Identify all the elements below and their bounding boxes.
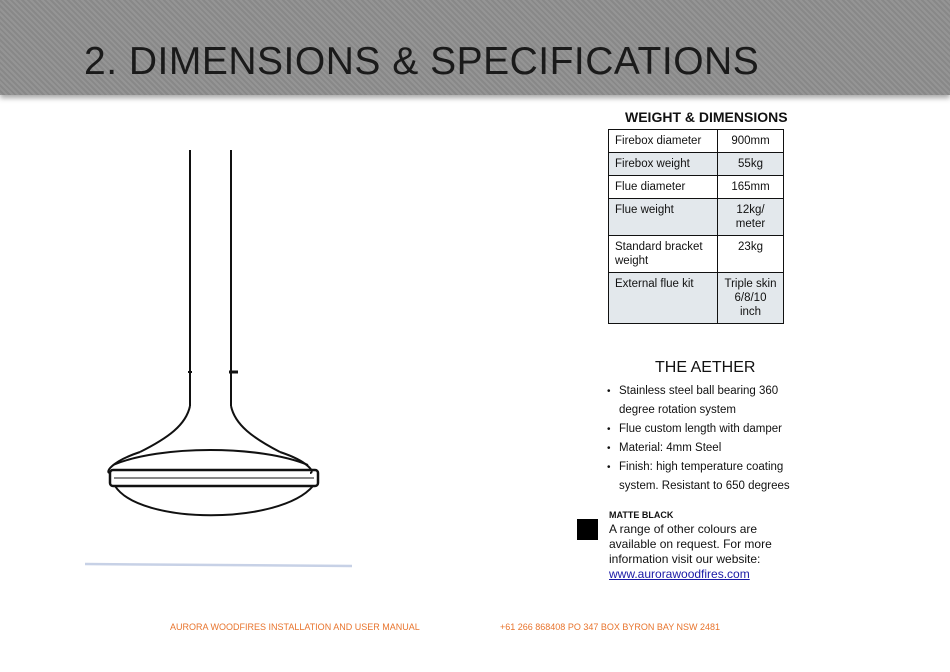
website-link[interactable]: www.aurorawoodfires.com	[609, 567, 750, 581]
spec-label: Standard bracket weight	[609, 236, 718, 273]
spec-value: 55kg	[718, 153, 784, 176]
firebox-neck-right	[231, 406, 280, 452]
color-swatch	[577, 519, 598, 540]
spec-value: 12kg/ meter	[718, 199, 784, 236]
footer-contact: +61 266 868408 PO 347 BOX BYRON BAY NSW 2481	[500, 622, 721, 632]
weight-dimensions-heading: WEIGHT & DIMENSIONS	[625, 109, 788, 125]
finish-text: A range of other colours are available on request. For more information visit our website:	[609, 522, 772, 566]
spec-label: Flue diameter	[609, 176, 718, 199]
spec-value: Triple skin 6/8/10 inch	[718, 273, 784, 324]
product-heading: THE AETHER	[655, 359, 756, 376]
table-row	[609, 153, 784, 176]
table-row	[609, 176, 784, 199]
spec-label: External flue kit	[609, 273, 718, 324]
list-item: • Material: 4mm Steel	[607, 439, 807, 458]
list-item: • Flue custom length with damper	[607, 420, 807, 439]
specifications-table	[608, 129, 784, 324]
footer-manual-title: AURORA WOODFIRES INSTALLATION AND USER MANUAL	[170, 622, 420, 632]
feature-list	[607, 382, 807, 496]
table-row	[609, 199, 784, 236]
page-title: 2. DIMENSIONS & SPECIFICATIONS	[84, 40, 760, 83]
list-item: • Finish: high temperature coating system. Resistant to 650 degrees	[607, 458, 807, 496]
page-header	[0, 0, 950, 95]
firebox-bowl	[115, 486, 313, 515]
spec-label: Firebox weight	[609, 153, 718, 176]
spec-value: 23kg	[718, 236, 784, 273]
fireplace-drawing	[80, 140, 370, 590]
finish-description	[609, 522, 794, 582]
spec-label: Flue weight	[609, 199, 718, 236]
spec-label: Firebox diameter	[609, 130, 718, 153]
table-row	[609, 273, 784, 324]
finish-label: MATTE BLACK	[609, 510, 674, 520]
spec-value: 165mm	[718, 176, 784, 199]
spec-value: 900mm	[718, 130, 784, 153]
list-item: • Stainless steel ball bearing 360 degree rotation system	[607, 382, 807, 420]
table-row	[609, 130, 784, 153]
firebox-neck-left	[140, 406, 190, 452]
floor-line	[85, 564, 352, 566]
table-row	[609, 236, 784, 273]
